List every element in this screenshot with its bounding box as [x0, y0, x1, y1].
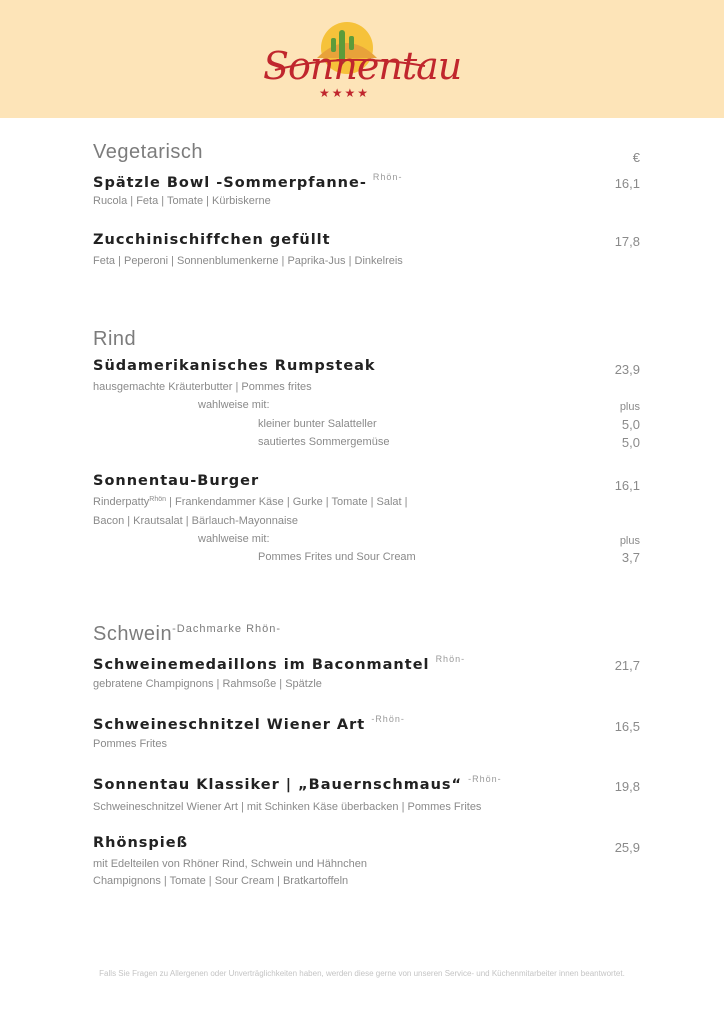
- dish-name: Südamerikanisches Rumpsteak: [93, 358, 376, 374]
- optional-label: wahlweise mit:: [198, 399, 270, 411]
- section-title-rind: Rind: [93, 328, 137, 350]
- section-title-vegetarisch: Vegetarisch: [93, 141, 204, 163]
- origin-tag: -Rhön-: [371, 714, 405, 724]
- origin-tag: -Rhön-: [468, 774, 502, 784]
- dish-description-line2: Champignons | Tomate | Sour Cream | Bratkartoffeln: [93, 875, 349, 887]
- dish-title: Spätzle Bowl -Sommerpfanne-: [93, 175, 367, 191]
- allergen-footer-note: Falls Sie Fragen zu Allergenen oder Unverträglichkeiten haben, werden diese gerne von unseren Service- und Küchenmitarbeiter innen beantwortet.: [99, 969, 625, 978]
- dish-price: 23,9: [614, 362, 640, 377]
- section-title-sup: -Dachmarke Rhön-: [172, 623, 282, 635]
- option-item: kleiner bunter Salatteller: [258, 418, 377, 430]
- option-item: sautiertes Sommergemüse: [258, 436, 390, 448]
- dish-price: 25,9: [614, 840, 640, 855]
- dish-name: Rhönspieß: [93, 835, 189, 851]
- origin-tag: Rhön-: [372, 172, 403, 182]
- desc-part: Rinderpatty: [93, 496, 150, 508]
- plus-label: plus: [619, 535, 640, 547]
- dish-title: Schweineschnitzel Wiener Art: [93, 717, 366, 733]
- dish-price: 17,8: [614, 234, 640, 249]
- dish-name: Sonnentau-Burger: [93, 473, 260, 489]
- sonnentau-logo: [255, 18, 462, 102]
- dish-price: 21,7: [614, 658, 640, 673]
- dish-name: [93, 714, 405, 733]
- section-title-schwein: [93, 623, 281, 646]
- header-banner: [0, 0, 724, 118]
- dish-description: Rucola | Feta | Tomate | Kürbiskerne: [93, 195, 271, 207]
- dish-title: Sonnentau Klassiker | „Bauernschmaus“: [93, 777, 463, 793]
- desc-part: | Frankendammer Käse | Gurke | Tomate | Salat |: [166, 496, 408, 508]
- optional-label: wahlweise mit:: [198, 533, 270, 545]
- dish-description: hausgemachte Kräuterbutter | Pommes frites: [93, 381, 312, 393]
- dish-description: mit Edelteilen von Rhöner Rind, Schwein und Hähnchen: [93, 858, 367, 870]
- section-title-text: Schwein: [93, 623, 173, 645]
- option-price: 5,0: [621, 417, 640, 432]
- dish-description: Schweineschnitzel Wiener Art | mit Schinken Käse überbacken | Pommes Frites: [93, 801, 482, 813]
- dish-price: 16,1: [614, 478, 640, 493]
- currency-label: €: [632, 150, 640, 165]
- option-price: 5,0: [621, 435, 640, 450]
- origin-tag: Rhön-: [435, 654, 466, 664]
- origin-sup: Rhön: [149, 496, 166, 503]
- dish-price: 19,8: [614, 779, 640, 794]
- dish-price: 16,1: [614, 176, 640, 191]
- dish-price: 16,5: [614, 719, 640, 734]
- option-price: 3,7: [621, 550, 640, 565]
- dish-description: [93, 496, 408, 508]
- plus-label: plus: [619, 401, 640, 413]
- rating-stars: ★★★★: [319, 86, 371, 100]
- dish-name: [93, 774, 502, 793]
- dish-title: Schweinemedaillons im Baconmantel: [93, 657, 430, 673]
- dish-description: gebratene Champignons | Rahmsoße | Spätzle: [93, 678, 322, 690]
- dish-description: Pommes Frites: [93, 738, 167, 750]
- dish-description: Feta | Peperoni | Sonnenblumenkerne | Paprika-Jus | Dinkelreis: [93, 255, 403, 267]
- option-item: Pommes Frites und Sour Cream: [258, 551, 416, 563]
- logo-wordmark: Sonnentau: [263, 44, 462, 88]
- dish-description-line2: Bacon | Krautsalat | Bärlauch-Mayonnaise: [93, 515, 299, 527]
- dish-name: Zucchinischiffchen gefüllt: [93, 232, 331, 248]
- dish-name: [93, 654, 465, 673]
- dish-name: [93, 172, 402, 191]
